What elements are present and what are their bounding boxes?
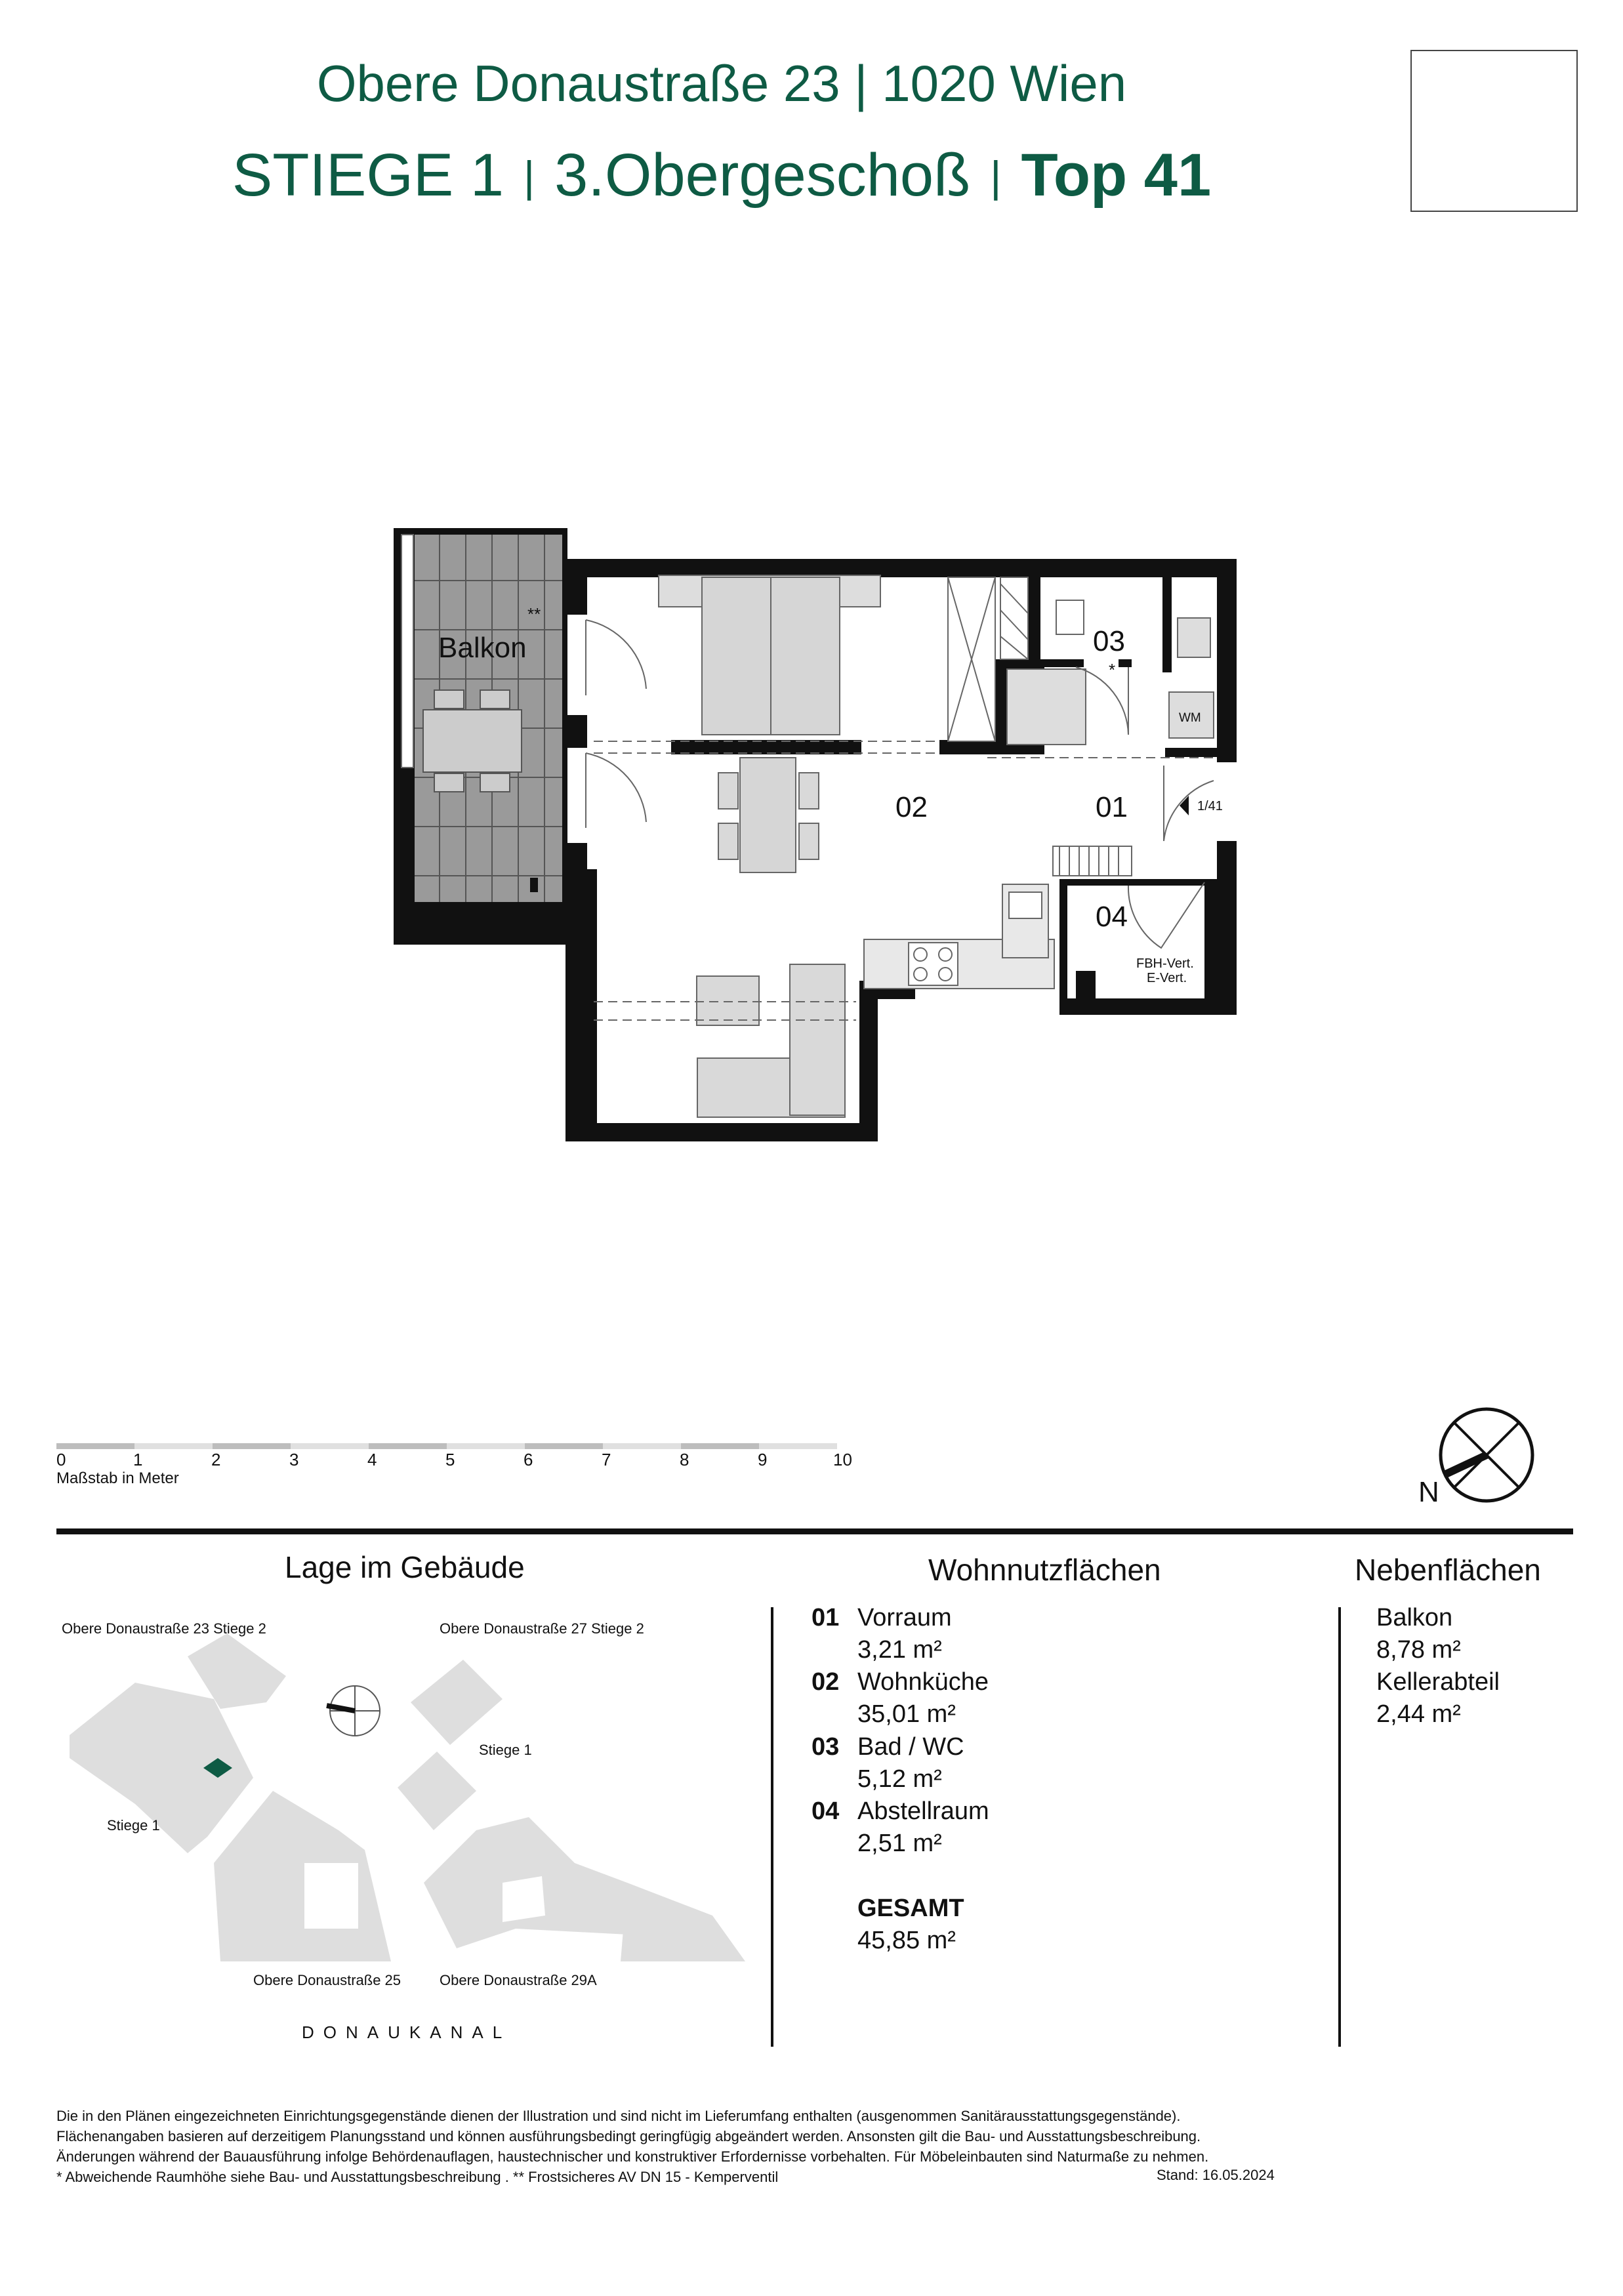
site-label: Obere Donaustraße 25 — [253, 1972, 401, 1988]
disclaimer-line: Änderungen während der Bauausführung infolge Behördenauflagen, haustechnischer und konstruktiver Erfordernisse vorbehalten. Für Möbeleinbauten sind Naturmaße zu nehmen. — [56, 2148, 1209, 2165]
column-divider — [771, 1607, 773, 2047]
room-name: Vorraum — [857, 1604, 952, 1631]
scale-tick: 5 — [445, 1450, 455, 1469]
room-number-01: 01 — [1096, 791, 1128, 823]
floor-heating-label: FBH-Vert. — [1136, 956, 1194, 971]
total-label: GESAMT — [857, 1895, 964, 1922]
room-area: 2,51 m² — [857, 1830, 942, 1857]
section-divider — [56, 1528, 1573, 1534]
walls — [565, 559, 1237, 1141]
scale-tick: 8 — [680, 1450, 689, 1469]
side-area-name: Balkon — [1376, 1604, 1453, 1631]
scale-label: Maßstab in Meter — [56, 1469, 179, 1487]
balcony-label: Balkon — [438, 632, 527, 664]
disclaimer — [56, 2106, 1578, 2187]
room-number: 04 — [812, 1797, 840, 1825]
site-label: Obere Donaustraße 29A — [440, 1972, 597, 1988]
room-area: 5,12 m² — [857, 1765, 942, 1793]
title-separator: | — [990, 152, 1002, 201]
scale-tick: 10 — [833, 1450, 852, 1469]
site-map — [56, 1620, 765, 2047]
room-number-04: 04 — [1096, 901, 1128, 933]
room-name: Bad / WC — [857, 1733, 964, 1761]
stair-label: STIEGE 1 — [232, 142, 504, 209]
room-number: 01 — [812, 1604, 840, 1631]
site-label: Obere Donaustraße 27 Stiege 2 — [440, 1620, 644, 1637]
site-label: Stiege 1 — [107, 1817, 160, 1834]
room-number: 02 — [812, 1668, 840, 1696]
balcony — [394, 528, 567, 945]
canal-label: DONAUKANAL — [302, 2022, 512, 2042]
scale-tick: 1 — [133, 1450, 143, 1469]
site-label: Stiege 1 — [479, 1742, 532, 1758]
washing-machine-label: WM — [1179, 711, 1201, 725]
disclaimer-line: * Abweichende Raumhöhe siehe Bau- und Ausstattungsbeschreibung . ** Frostsicheres AV DN 15 - Kemperventil — [56, 2169, 779, 2185]
room-number: 03 — [812, 1733, 840, 1761]
room-name: Wohnküche — [857, 1668, 989, 1696]
room-number-03: 03 — [1093, 625, 1125, 657]
side-area-value: 8,78 m² — [1376, 1636, 1461, 1664]
compass-icon — [1441, 1409, 1532, 1501]
side-area-value: 2,44 m² — [1376, 1700, 1461, 1728]
entrance-label: 1/41 — [1197, 799, 1223, 813]
scale-tick: 4 — [367, 1450, 377, 1469]
address-heading: Obere Donaustraße 23 | 1020 Wien — [316, 54, 1127, 112]
scale-tick: 7 — [602, 1450, 611, 1469]
scale-tick: 0 — [56, 1450, 66, 1469]
room-number-02: 02 — [895, 791, 928, 823]
title-separator: | — [524, 152, 535, 201]
side-area-name: Kellerabteil — [1376, 1668, 1500, 1696]
frost-valve-mark: ** — [527, 604, 541, 624]
room-area: 3,21 m² — [857, 1636, 942, 1664]
scale-tick: 3 — [289, 1450, 299, 1469]
floor-label: 3.Obergeschoß — [554, 142, 971, 209]
disclaimer-line: Flächenangaben basieren auf derzeitigem Planungsstand und können ausführungsbedingt geringfügig abgeändert werden. Ansonsten gilt die Bau- und Ausstattungsbeschreibung. — [56, 2128, 1201, 2144]
room-area: 35,01 m² — [857, 1700, 956, 1728]
site-label: Obere Donaustraße 23 Stiege 2 — [62, 1620, 266, 1637]
disclaimer-line: Die in den Plänen eingezeichneten Einrichtungsgegenstände dienen der Illustration und sind nicht im Lieferumfang enthalten (ausgenommen Sanitärausstattungsgegenstände). — [56, 2108, 1181, 2124]
side-areas-title: Nebenflächen — [1355, 1553, 1541, 1587]
scale-bar — [56, 1443, 837, 1449]
scale-tick: 2 — [211, 1450, 221, 1469]
doors — [586, 620, 1214, 948]
unit-number: Top 41 — [1021, 142, 1212, 209]
scale-tick: 9 — [758, 1450, 768, 1469]
total-area: 45,85 m² — [857, 1927, 956, 1954]
room-name: Abstellraum — [857, 1797, 989, 1825]
location-title: Lage im Gebäude — [285, 1550, 525, 1584]
scale-tick: 6 — [524, 1450, 533, 1469]
electrical-label: E-Vert. — [1147, 971, 1187, 985]
furniture — [659, 575, 1214, 1117]
north-label: N — [1418, 1476, 1439, 1508]
living-areas-title: Wohnnutzflächen — [928, 1553, 1161, 1587]
bath-height-mark: * — [1109, 660, 1116, 680]
column-divider — [1338, 1607, 1341, 2047]
date-stamp: Stand: 16.05.2024 — [1157, 2167, 1275, 2183]
